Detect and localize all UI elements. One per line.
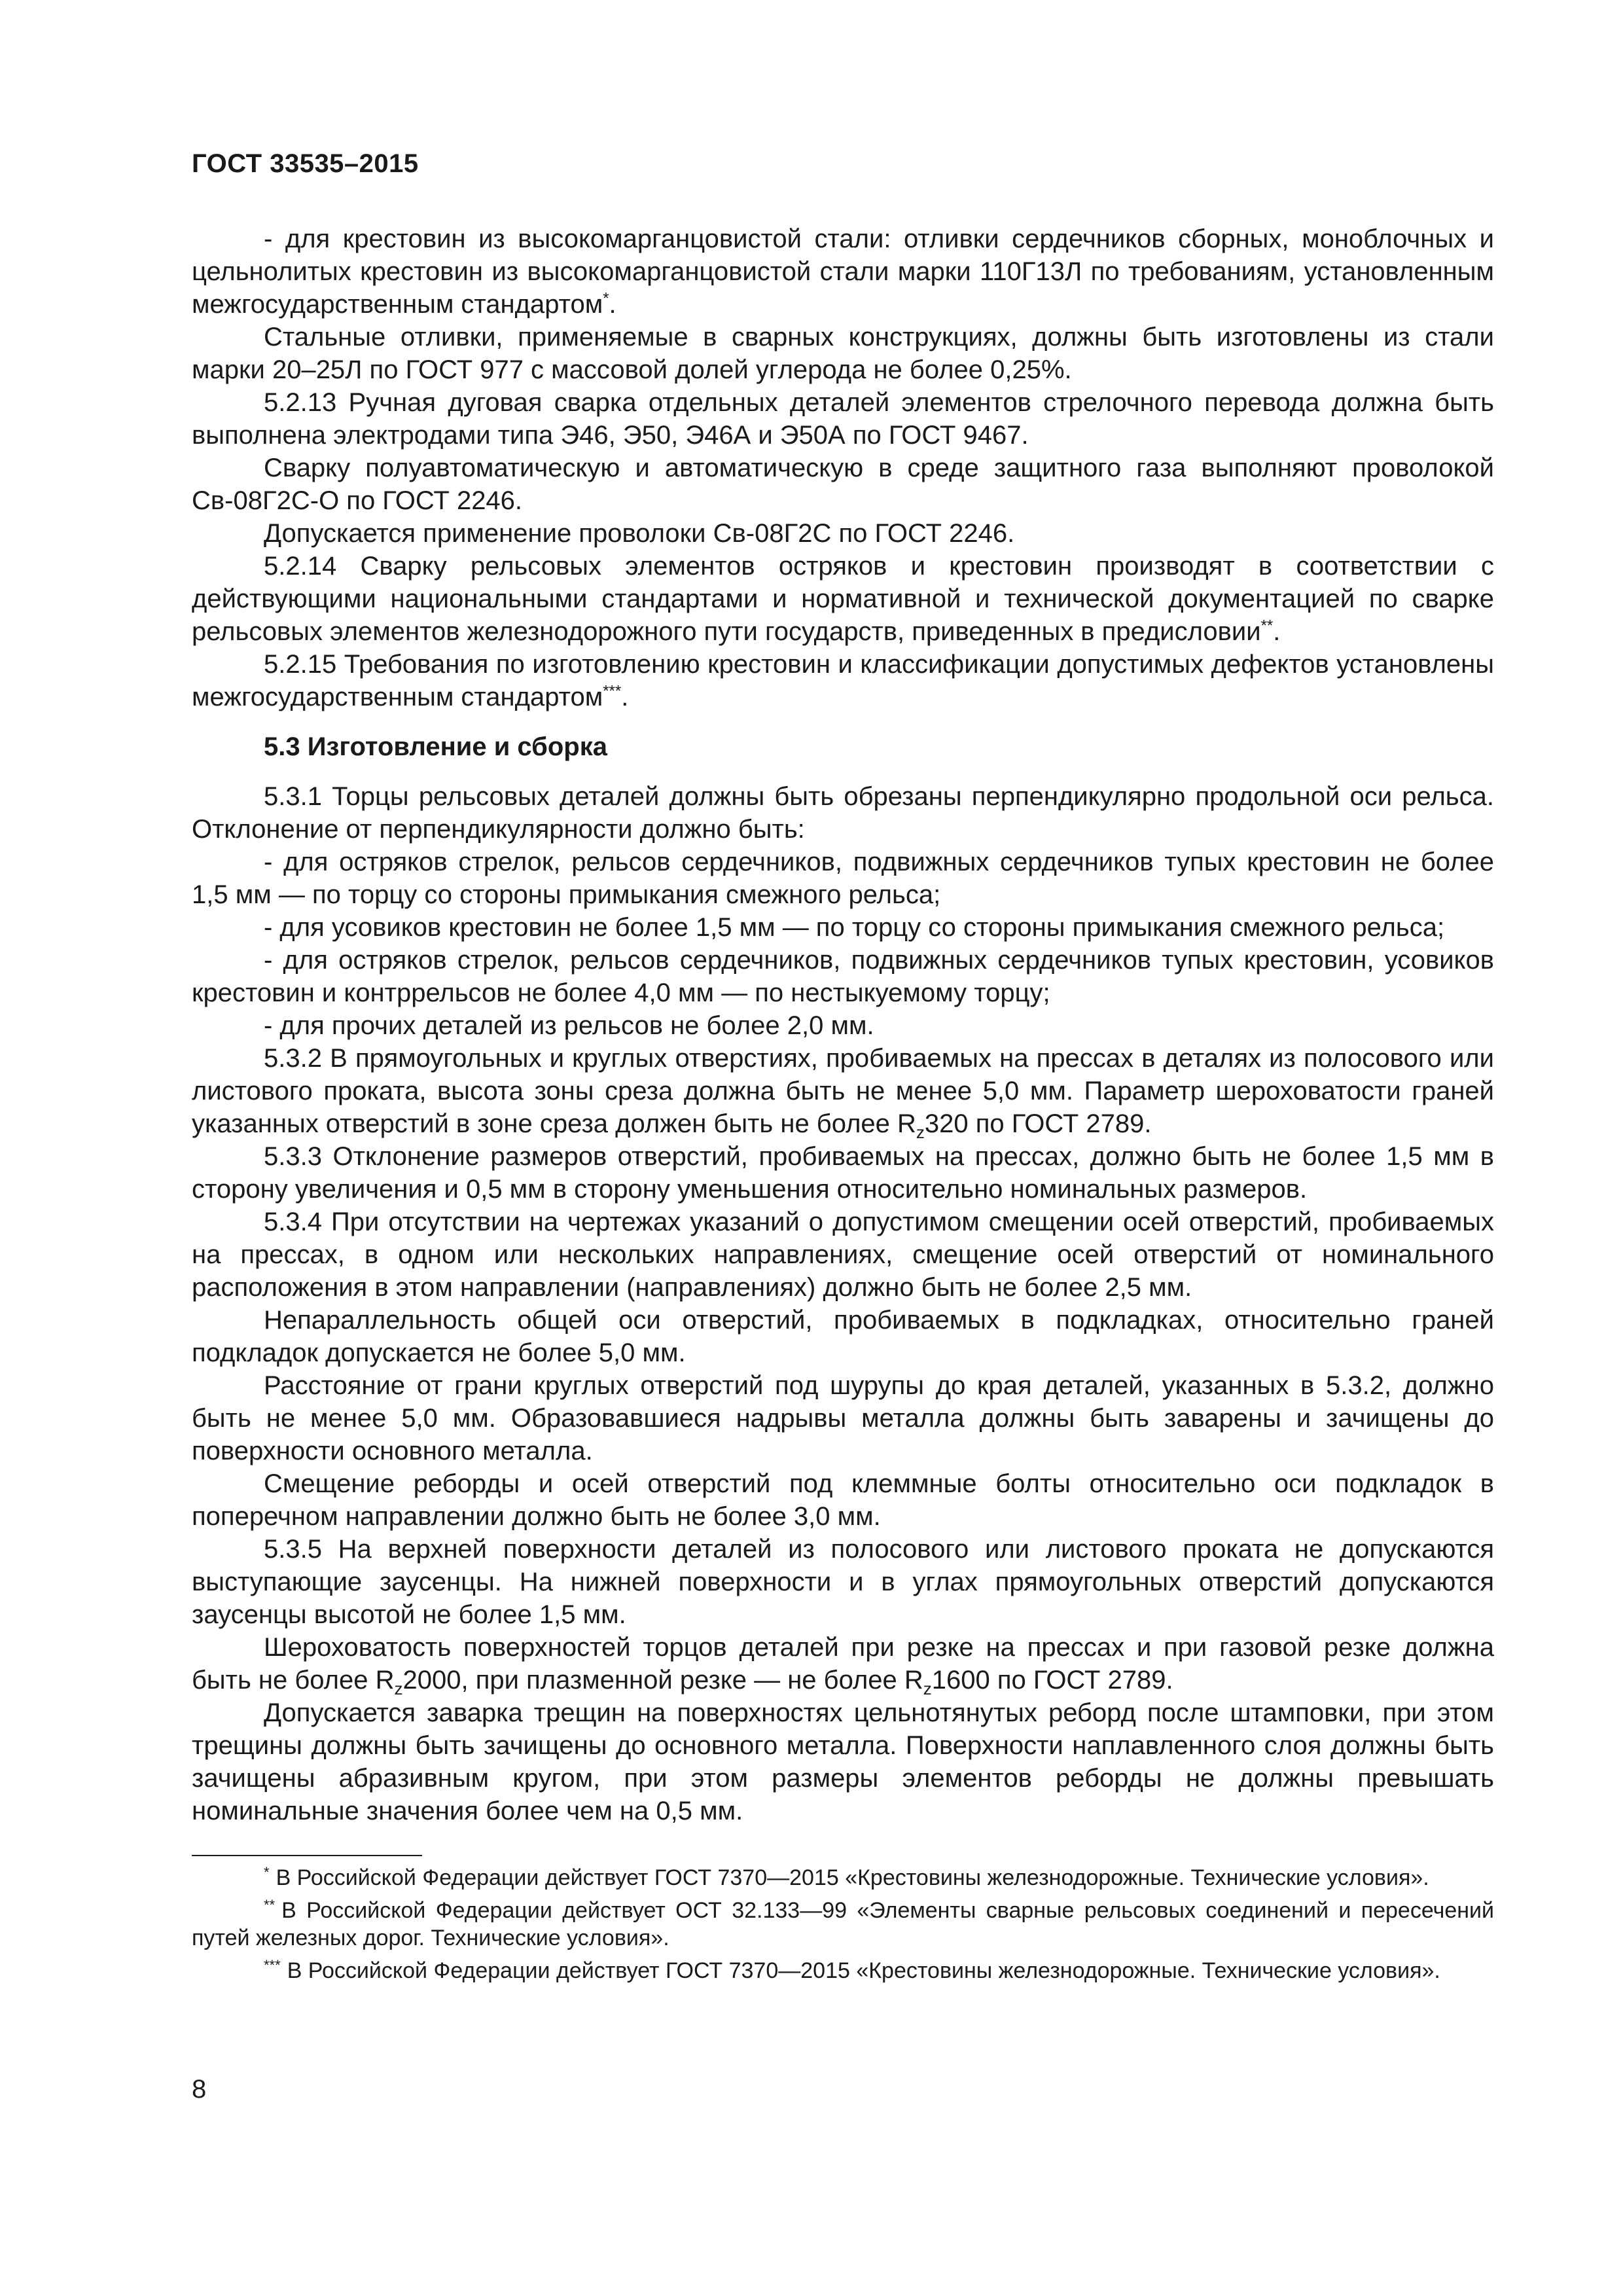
paragraph: Сварку полуавтоматическую и автоматическую в среде защитного газа выполняют проволокой Св-08Г2С-О по ГОСТ 2246. [192,454,1494,515]
footnote: *** В Российской Федерации действует ГОСТ 7370—2015 «Крестовины железнодорожные. Технические условия». [264,1956,1440,1983]
list-item: - для усовиков крестовин не более 1,5 мм — по торцу со стороны примыкания смежного рельса; [264,913,1445,942]
paragraph: 5.2.14 Сварку рельсовых элементов остряков и крестовин производят в соответствии с действующими национальными стандартами и нормативной и технической документацией по сварке рельсовых элементов железнодорожного пути государств, приведенных в предисловии**. [192,552,1494,646]
paragraph: 5.3.5 На верхней поверхности деталей из полосового или листового проката не допускаются выступающие заусенцы. На нижней поверхности и в углах прямоугольных отверстий допускаются заусенцы высотой не более 1,5 мм. [192,1535,1494,1629]
document-header: ГОСТ 33535–2015 [192,149,419,178]
paragraph: Допускается заварка трещин на поверхностях цельнотянутых реборд после штамповки, при этом трещины должны быть зачищены до основного металла. Поверхности наплавленного слоя должны быть зачищены абразивным кругом, при этом размеры элементов реборды не должны превышать номинальные значения более чем на 0,5 мм. [192,1698,1494,1825]
list-item: - для остряков стрелок, рельсов сердечников, подвижных сердечников тупых крестовин, усовиков крестовин и контррельсов не более 4,0 мм — по нестыкуемому торцу; [192,946,1494,1007]
body-text [192,223,1494,1827]
paragraph: Шероховатость поверхностей торцов деталей при резке на прессах и при газовой резке должна быть не более $R_z2000$, при плазменной резке — не более $R_z1600$ по ГОСТ 2789. [192,1633,1494,1698]
section-heading: 5.3 Изготовление и сборка [264,732,607,761]
paragraph: Стальные отливки, применяемые в сварных конструкциях, должны быть изготовлены из стали марки 20–25Л по ГОСТ 977 с массовой долей углерода не более 0,25%. [192,323,1494,384]
paragraph: Непараллельность общей оси отверстий, пробиваемых в подкладках, относительно граней подкладок допускается не более 5,0 мм. [192,1306,1494,1367]
list-item: - для остряков стрелок, рельсов сердечников, подвижных сердечников тупых крестовин не более 1,5 мм — по торцу со стороны примыкания смежного рельса; [192,848,1494,909]
footnotes [192,1864,1494,1990]
footnote: * В Российской Федерации действует ГОСТ 7370—2015 «Крестовины железнодорожные. Технические условия». [264,1863,1429,1890]
paragraph: Допускается применение проволоки Св-08Г2С по ГОСТ 2246. [264,519,1015,548]
paragraph: 5.2.15 Требования по изготовлению крестовин и классификации допустимых дефектов установлены межгосударственным стандартом***. [192,650,1494,711]
footnote-divider [192,1855,422,1856]
paragraph: 5.3.4 При отсутствии на чертежах указаний о допустимом смещении осей отверстий, пробиваемых на прессах, в одном или нескольких направлениях, смещение осей отверстий от номинального расположения в этом направлении (направлениях) должно быть не более 2,5 мм. [192,1208,1494,1302]
paragraph: Смещение реборды и осей отверстий под клеммные болты относительно оси подкладок в поперечном направлении должно быть не более 3,0 мм. [192,1469,1494,1531]
page-number: 8 [192,2075,207,2104]
footnote: ** В Российской Федерации действует ОСТ 32.133—99 «Элементы сварные рельсовых соединений и пересечений путей железных дорог. Технические условия». [192,1896,1494,1950]
paragraph: - для крестовин из высокомарганцовистой стали: отливки сердечников сборных, моноблочных и цельнолитых крестовин из высокомарганцовистой стали марки 110Г13Л по требованиям, установленным межгосударственным стандартом*. [192,224,1494,319]
list-item: - для прочих деталей из рельсов не более 2,0 мм. [264,1011,874,1040]
paragraph: 5.2.13 Ручная дуговая сварка отдельных деталей элементов стрелочного перевода должна быть выполнена электродами типа Э46, Э50, Э46А и Э50А по ГОСТ 9467. [192,388,1494,450]
paragraph: 5.3.3 Отклонение размеров отверстий, пробиваемых на прессах, должно быть не более 1,5 мм в сторону увеличения и 0,5 мм в сторону уменьшения относительно номинальных размеров. [192,1142,1494,1204]
paragraph: 5.3.1 Торцы рельсовых деталей должны быть обрезаны перпендикулярно продольной оси рельса. Отклонение от перпендикулярности должно быть: [192,782,1494,844]
paragraph: 5.3.2 В прямоугольных и круглых отверстиях, пробиваемых на прессах в деталях из полосового или листового проката, высота зоны среза должна быть не менее 5,0 мм. Параметр шероховатости граней указанных отверстий в зоне среза должен быть не более $R_z320$ по ГОСТ 2789. [192,1044,1494,1142]
paragraph: Расстояние от грани круглых отверстий под шурупы до края деталей, указанных в 5.3.2, должно быть не менее 5,0 мм. Образовавшиеся надрывы металла должны быть заварены и зачищены до поверхности основного металла. [192,1371,1494,1465]
